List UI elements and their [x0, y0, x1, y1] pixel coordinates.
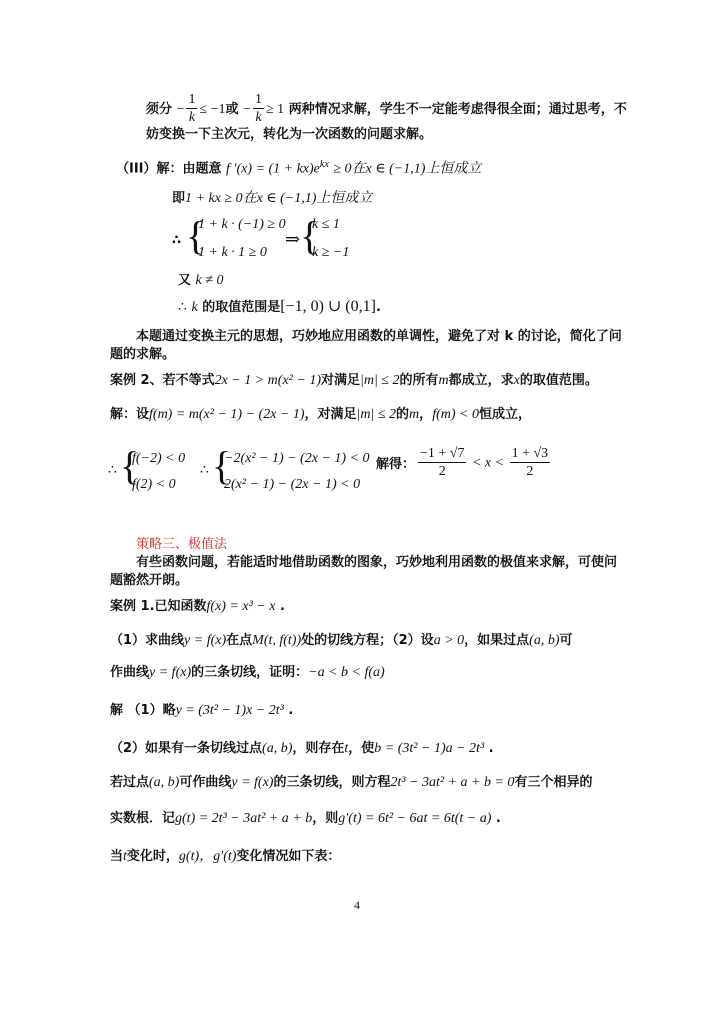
text: 可作曲线	[179, 775, 232, 790]
page-number: 4	[354, 898, 360, 912]
text: 案例 2、若不等式	[110, 373, 215, 388]
math: y = f(x)	[149, 665, 192, 680]
math: t	[123, 849, 127, 864]
case-2-statement	[110, 372, 598, 390]
text: 的取值范围。	[519, 373, 598, 388]
text: 若过点	[110, 775, 150, 790]
text: 恒成立，	[478, 407, 531, 422]
text: 案例 1.已知函数	[110, 599, 207, 614]
text: 在点	[226, 633, 253, 648]
math: k	[191, 300, 198, 315]
therefore-symbol: ∴	[172, 233, 182, 248]
math: 1 + kx ≥ 0在x ∈ (−1,1)上恒成立	[185, 191, 373, 206]
math: ≥ 0在x ∈ (−1,1)上恒成立	[333, 161, 482, 177]
text: 的	[396, 407, 410, 422]
line-split-cases: 须分 − $\frac{1}{k}$ ≤ −1或 − $\frac{1}{k}$ ≥ 1 两种情况求解，学生不一定能考虑得很全面；通过思考，不	[146, 92, 627, 125]
math: g′(t) = 6t² − 6at = 6t(t − a)	[338, 811, 492, 826]
text: 变化时，	[126, 849, 179, 864]
question-2	[110, 664, 385, 682]
math: ∴	[178, 300, 187, 315]
text: 变化情况如下表：	[236, 849, 341, 864]
fraction: $\frac{1}{k}$	[255, 92, 262, 125]
text: ，则	[312, 811, 339, 826]
left-brace: {	[186, 213, 206, 258]
text: 的三条切线，证明：	[191, 665, 309, 680]
line-k-nonzero	[178, 272, 223, 290]
text: 解：设	[110, 407, 150, 422]
math: m	[409, 407, 420, 422]
math: (a, b)	[529, 633, 560, 648]
math: f(m) < 0	[432, 407, 479, 422]
sys2-b: 2(x² − 1) − (2x − 1) < 0	[224, 477, 361, 492]
text: 有三个相异的	[514, 775, 593, 790]
text: 处的切线方程；（2）设	[301, 633, 434, 648]
answer-5	[110, 848, 340, 866]
text: 的三条切线，则方程	[273, 775, 391, 790]
math: 2t³ − 3at² + a + b = 0	[390, 775, 515, 790]
text: ，则存在	[292, 741, 345, 756]
ineq-d: k ≥ −1	[312, 245, 350, 260]
text: ，如果过点	[464, 633, 530, 648]
implies-arrow: ⇒	[285, 229, 301, 249]
math: t	[344, 741, 349, 756]
paragraph-2: 有些函数问题，若能适时地借助函数的图象，巧妙地利用函数的极值来求解，可使问	[136, 555, 618, 570]
text: （III）解：由题意	[116, 161, 222, 177]
sys2-a: −2(x² − 1) − (2x − 1) < 0	[224, 451, 370, 466]
math: a > 0	[433, 633, 465, 648]
math: M(t, f(t))	[252, 633, 302, 648]
math: y = f(x)	[231, 775, 274, 790]
math: ≥ 1	[266, 102, 285, 117]
paragraph-1-cont: 题的求解。	[110, 347, 176, 362]
solution-setup	[110, 406, 531, 424]
text: .	[288, 703, 294, 718]
math: [−1, 0) ∪ (0,1]	[280, 298, 376, 315]
text: .	[280, 599, 285, 614]
text: ，对满足	[304, 407, 357, 422]
text: 即	[172, 191, 186, 206]
answer-4	[110, 810, 501, 828]
line-4	[172, 190, 372, 208]
text: 须分	[146, 102, 173, 117]
text: .	[495, 811, 501, 826]
text: 又	[178, 273, 192, 288]
math: ≤ −1	[199, 102, 226, 117]
text: 解 （1）略	[110, 703, 176, 718]
text: 两种情况求解，学生不一定能考虑得很全面；通过思考，不	[288, 102, 627, 117]
left-brace: {	[120, 443, 140, 488]
math: (a, b)	[262, 741, 293, 756]
case-1-statement	[110, 598, 285, 616]
math-sup: kx	[319, 159, 329, 170]
solution-interval	[416, 446, 552, 481]
math: g(t) = 2t³ − 3at² + a + b	[175, 811, 313, 826]
math: f(m) = m(x² − 1) − (2x − 1)	[149, 407, 305, 422]
text: 作曲线	[110, 665, 150, 680]
text: （1）求曲线	[110, 633, 185, 648]
line-k-range	[178, 298, 381, 317]
text: ，使	[348, 741, 375, 756]
math: b = (3t² − 1)a − 2t³	[374, 741, 485, 756]
math: k ≠ 0	[195, 273, 224, 288]
math: y = f(x)	[184, 633, 227, 648]
math: y = (3t² − 1)x − 2t³	[175, 703, 284, 718]
sys1-b: f(2) < 0	[132, 477, 176, 492]
math: g(t)，g′(t)	[178, 849, 237, 864]
math: x	[513, 373, 520, 388]
left-brace: {	[300, 213, 320, 258]
fraction: $\frac{-1 + √7}{2}$	[420, 446, 465, 479]
fraction: $\frac{1 + √3}{2}$	[511, 446, 549, 479]
text: 的所有	[399, 373, 439, 388]
left-brace: {	[212, 443, 232, 488]
math: f(x) = x³ − x	[206, 599, 276, 614]
therefore-symbol: ∴	[200, 463, 209, 478]
text: .	[488, 741, 494, 756]
line-part-iii	[116, 156, 481, 178]
answer-3	[110, 774, 592, 792]
math: |m| ≤ 2	[360, 373, 400, 388]
text: ，	[419, 407, 433, 422]
math: 2x − 1 > m(x² − 1)	[214, 373, 321, 388]
math: < x <	[471, 455, 505, 471]
paragraph-2-cont: 题豁然开朗。	[110, 573, 189, 588]
text: 对满足	[320, 373, 360, 388]
ineq-a: 1 + k · (−1) ≥ 0	[198, 217, 286, 232]
therefore-symbol: ∴	[108, 463, 117, 478]
sys1-a: f(−2) < 0	[132, 451, 186, 466]
math: (a, b)	[149, 775, 180, 790]
math: m	[438, 373, 449, 388]
text: 当	[110, 849, 124, 864]
strategy-heading: 策略三、极值法	[136, 537, 228, 552]
line-2: 妨变换一下主次元，转化为一次函数的问题求解。	[146, 127, 433, 142]
paragraph-1: 本题通过变换主元的思想，巧妙地应用函数的单调性，避免了对 k 的讨论，简化了问	[136, 329, 622, 344]
text: 或	[225, 102, 239, 117]
answer-2	[110, 740, 494, 758]
text: 都成立，求	[448, 373, 514, 388]
answer-1	[110, 702, 293, 720]
question-1	[110, 632, 573, 650]
text: 可	[559, 633, 573, 648]
text: 实数根．记	[110, 811, 176, 826]
math: −a < b < f(a)	[308, 665, 385, 680]
math: |m| ≤ 2	[356, 407, 397, 422]
fraction: $\frac{1}{k}$	[188, 92, 196, 125]
text: 的取值范围是	[202, 300, 281, 315]
ineq-b: 1 + k · 1 ≥ 0	[198, 245, 267, 260]
text: .	[375, 300, 381, 315]
text: （2）如果有一条切线过点	[110, 741, 263, 756]
ineq-c: k ≤ 1	[312, 217, 340, 232]
math: f ′(x) = (1 + kx)e	[226, 161, 320, 177]
solve-label: 解得：	[376, 457, 416, 472]
